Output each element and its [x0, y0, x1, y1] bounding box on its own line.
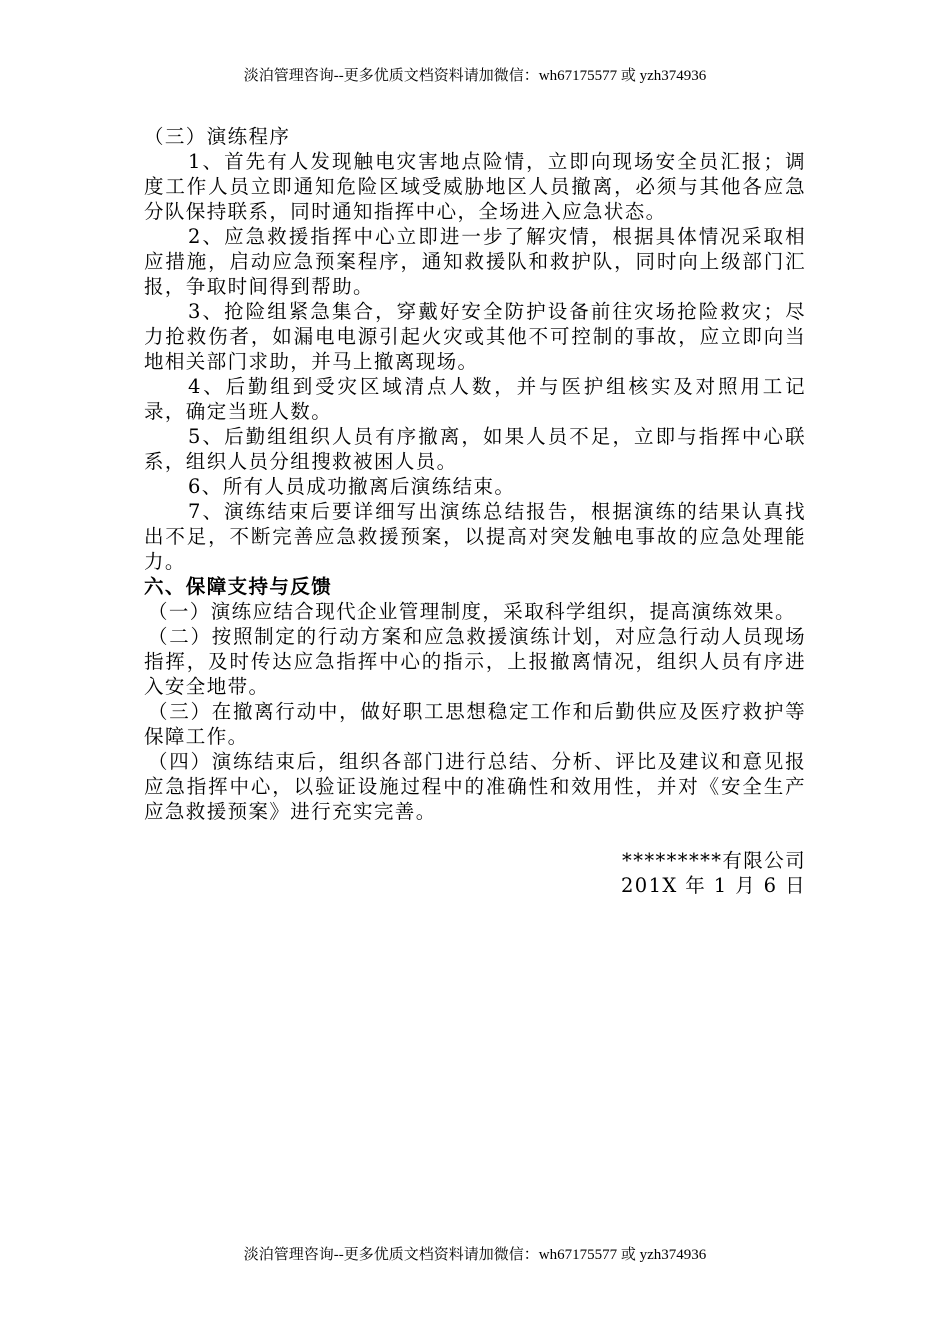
drill-step-2: 2、应急救援指挥中心立即进一步了解灾情，根据具体情况采取相应措施，启动应急预案程序，通知救援队和救护队，同时向上级部门汇报，争取时间得到帮助。	[144, 225, 806, 298]
support-section-heading: 六、保障支持与反馈	[144, 575, 333, 598]
drill-step-1: 1、首先有人发现触电灾害地点险情，立即向现场安全员汇报；调度工作人员立即通知危险区域受威胁地区人员撤离，必须与其他各应急分队保持联系，同时通知指挥中心，全场进入应急状态。	[144, 150, 806, 223]
drill-step-7: 7、演练结束后要详细写出演练总结报告，根据演练的结果认真找出不足，不断完善应急救援预案，以提高对突发触电事故的应急处理能力。	[144, 500, 806, 573]
drill-step-4: 4、后勤组到受灾区域清点人数，并与医护组核实及对照用工记录，确定当班人数。	[144, 375, 806, 423]
footer-note: 淡泊管理咨询--更多优质文档资料请加微信：wh67175577 或 yzh374936	[243, 1247, 707, 1263]
support-item-1: （一）演练应结合现代企业管理制度，采取科学组织，提高演练效果。	[148, 600, 796, 623]
drill-step-5: 5、后勤组组织人员有序撤离，如果人员不足，立即与指挥中心联系，组织人员分组搜救被困人员。	[144, 425, 806, 473]
drill-procedure-heading: （三）演练程序	[144, 125, 291, 148]
drill-step-6: 6、所有人员成功撤离后演练结束。	[188, 475, 516, 498]
support-item-4: （四）演练结束后，组织各部门进行总结、分析、评比及建议和意见报应急指挥中心，以验证设施过程中的准确性和效用性，并对《安全生产应急救援预案》进行充实完善。	[144, 750, 806, 823]
support-item-3: （三）在撤离行动中，做好职工思想稳定工作和后勤供应及医疗救护等保障工作。	[144, 700, 806, 748]
signature-block	[144, 848, 806, 898]
support-item-2: （二）按照制定的行动方案和应急救援演练计划，对应急行动人员现场指挥，及时传达应急指挥中心的指示，上报撤离情况，组织人员有序进入安全地带。	[144, 625, 806, 698]
drill-step-3: 3、抢险组紧急集合，穿戴好安全防护设备前往灾场抢险救灾；尽力抢救伤者，如漏电电源引起火灾或其他不可控制的事故，应立即向当地相关部门求助，并马上撤离现场。	[144, 300, 806, 373]
document-date: 201X 年 1 月 6 日	[620, 874, 806, 897]
company-name: *********有限公司	[622, 849, 806, 872]
header-note: 淡泊管理咨询--更多优质文档资料请加微信：wh67175577 或 yzh374936	[243, 68, 707, 84]
document-body	[144, 124, 806, 898]
